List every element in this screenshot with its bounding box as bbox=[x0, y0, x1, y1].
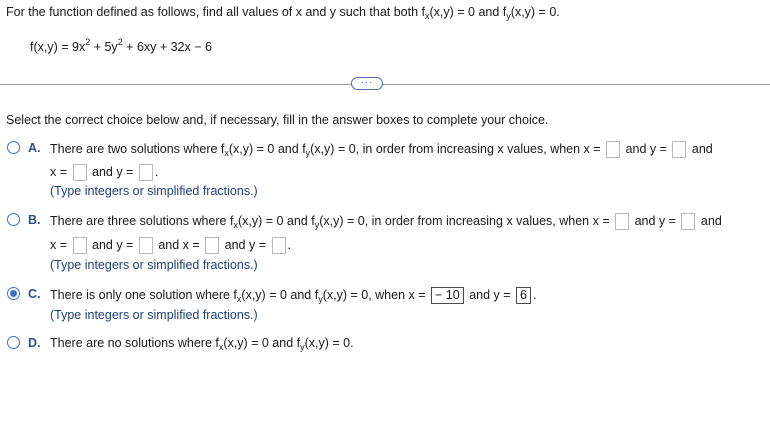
choice-a-x1-input[interactable] bbox=[606, 141, 620, 158]
choice-b-line2: x = and y = and x = and y = . bbox=[50, 237, 291, 254]
choice-d-radio[interactable] bbox=[7, 336, 20, 349]
choice-b-x2-input[interactable] bbox=[73, 237, 87, 254]
choice-c-line1: There is only one solution where $f_x(x,y) = 0$ and $f_y(x,y) = 0$, when x = − 10 and y = 6 . bbox=[50, 287, 537, 304]
choice-a-x2-input[interactable] bbox=[73, 164, 87, 181]
choice-b-y1-input[interactable] bbox=[681, 213, 695, 230]
choice-a-hint: (Type integers or simplified fractions.) bbox=[50, 184, 258, 198]
choice-d-line1: There are no solutions where $f_x(x,y) = 0$ and $f_y(x,y) = 0$. bbox=[50, 336, 354, 352]
choice-a-y2-input[interactable] bbox=[139, 164, 153, 181]
instruction-text: Select the correct choice below and, if necessary, fill in the answer boxes to complete your choice. bbox=[6, 113, 549, 127]
choice-a-line2: x = and y = . bbox=[50, 164, 158, 181]
choice-b-radio[interactable] bbox=[7, 213, 20, 226]
choice-b-line1: There are three solutions where $f_x(x,y) = 0$ and $f_y(x,y) = 0$, in order from increasing x values, when x = and y = and bbox=[50, 213, 722, 230]
choice-b-letter: B. bbox=[28, 213, 41, 227]
choice-b-x3-input[interactable] bbox=[205, 237, 219, 254]
question-prompt: For the function defined as follows, find all values of x and y such that both $f_x(x,y) = 0$ and $f_y(x,y) = 0$. bbox=[6, 5, 560, 21]
choice-c-radio[interactable] bbox=[7, 287, 20, 300]
divider bbox=[0, 84, 770, 85]
more-button[interactable]: ··· bbox=[351, 77, 383, 90]
choice-b-hint: (Type integers or simplified fractions.) bbox=[50, 258, 258, 272]
choice-a-letter: A. bbox=[28, 141, 41, 155]
choice-b-y3-input[interactable] bbox=[272, 237, 286, 254]
choice-a-line1: There are two solutions where $f_x(x,y) = 0$ and $f_y(x,y) = 0$, in order from increasing x values, when x = and y = and bbox=[50, 141, 713, 158]
choice-b-y2-input[interactable] bbox=[139, 237, 153, 254]
choice-c-hint: (Type integers or simplified fractions.) bbox=[50, 308, 258, 322]
choice-c-x-answer[interactable]: − 10 bbox=[431, 287, 464, 304]
choice-a-y1-input[interactable] bbox=[672, 141, 686, 158]
choice-d-letter: D. bbox=[28, 336, 41, 350]
choice-c-letter: C. bbox=[28, 287, 41, 301]
choice-c-y-answer[interactable]: 6 bbox=[516, 287, 531, 304]
function-definition: $f(x,y) = 9x^2 + 5y^2 + 6xy + 32x - 6$ bbox=[30, 37, 212, 54]
choice-b-x1-input[interactable] bbox=[615, 213, 629, 230]
choice-a-radio[interactable] bbox=[7, 141, 20, 154]
